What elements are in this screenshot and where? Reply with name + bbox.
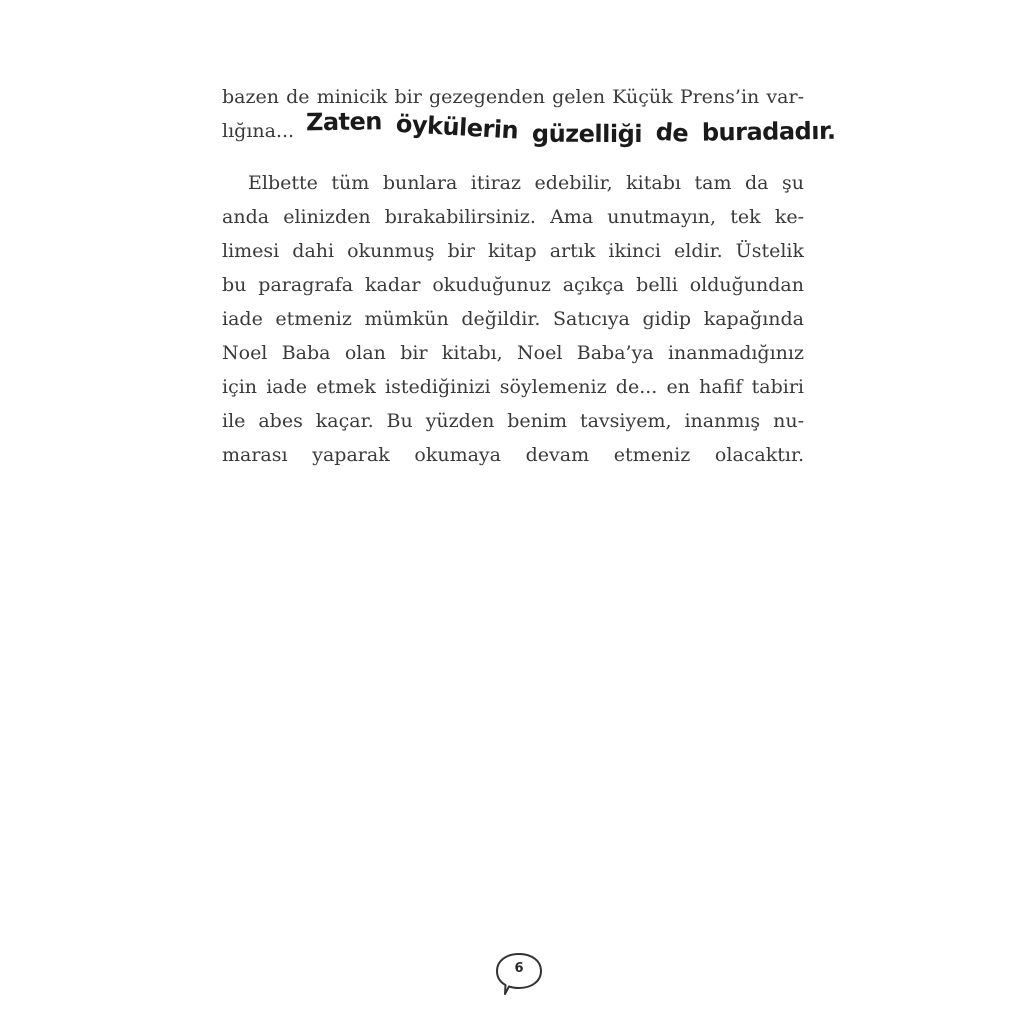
paragraph-2-line: için iade etmek istediğinizi söylemeniz de... en hafif tabiri — [222, 376, 804, 398]
paragraph-1-line-2-text: lığına... — [222, 120, 295, 142]
paragraph-2-line: bu paragrafa kadar okuduğunuz açıkça belli olduğundan — [222, 274, 804, 296]
body-text — [222, 80, 837, 472]
paragraph-2-line: limesi dahi okunmuş bir kitap artık ikinci eldir. Üstelik — [222, 240, 804, 262]
handwritten-word: buradadır. — [702, 116, 837, 147]
paragraph-2 — [222, 166, 804, 472]
paragraph-1-line-1: bazen de minicik bir gezegenden gelen Küçük Prens’in var- — [222, 86, 804, 108]
handwritten-word: güzelliği — [531, 119, 643, 149]
page-number-badge — [494, 952, 544, 998]
handwritten-word: Zaten — [305, 107, 383, 137]
paragraph-2-line: Elbette tüm bunlara itiraz edebilir, kitabı tam da şu — [248, 172, 804, 194]
handwritten-word: de — [654, 117, 690, 148]
paragraph-1-line-2 — [222, 107, 837, 166]
paragraph-2-line: iade etmeniz mümkün değildir. Satıcıya gidip kapağında — [222, 308, 804, 330]
paragraph-2-line: anda elinizden bırakabilirsiniz. Ama unutmayın, tek ke- — [222, 206, 804, 228]
paragraph-2-line: marası yaparak okumaya devam etmeniz olacaktır. — [222, 444, 804, 466]
paragraph-2-line: ile abes kaçar. Bu yüzden benim tavsiyem, inanmış nu- — [222, 410, 804, 432]
paragraph-2-line: Noel Baba olan bir kitabı, Noel Baba’ya inanmadığınız — [222, 342, 804, 364]
handwritten-word: öykülerin — [395, 109, 519, 145]
page-number: 6 — [514, 961, 524, 976]
